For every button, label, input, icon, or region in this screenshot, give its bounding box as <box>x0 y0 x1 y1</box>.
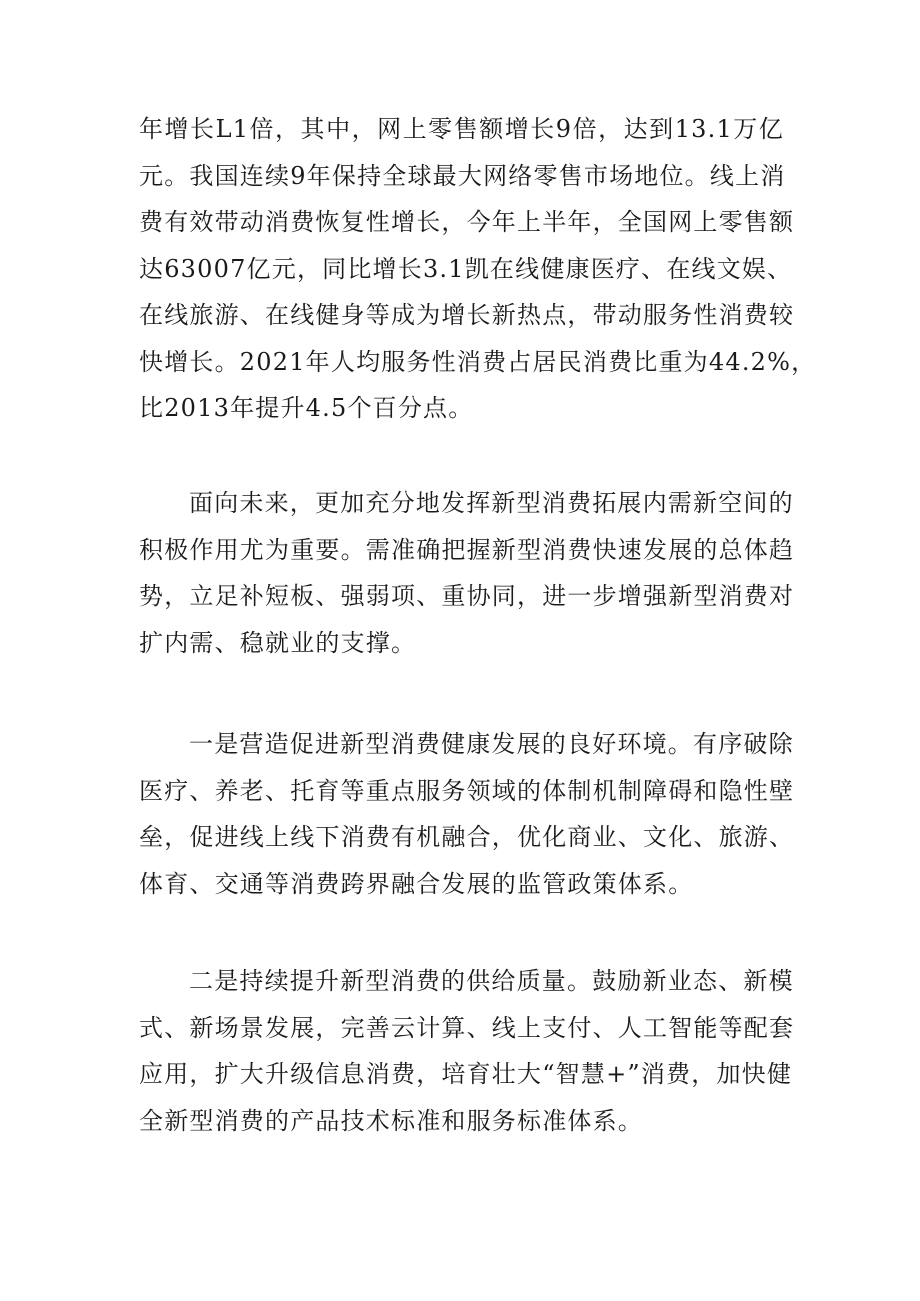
text-line: 费有效带动消费恢复性增长，今年上半年，全国网上零售额 <box>139 208 795 236</box>
text-line: 年增长L1倍，其中，网上零售额增长9倍，达到13.1万亿 <box>139 115 784 143</box>
text-line: 在线旅游、在线健身等成为增长新热点，带动服务性消费较 <box>139 301 795 329</box>
text-line: 势，立足补短板、强弱项、重协同，进一步增强新型消费对 <box>139 582 795 610</box>
text-line: 全新型消费的产品技术标准和服务标准体系。 <box>139 1106 643 1135</box>
text-line: 快增长。2021年人均服务性消费占居民消费比重为44.2%， <box>139 347 817 376</box>
text-line: 应用，扩大升级信息消费，培育壮大“智慧+”消费，加快健 <box>139 1060 793 1088</box>
text-line: 式、新场景发展，完善云计算、线上支付、人工智能等配套 <box>139 1013 795 1042</box>
text-line: 体育、交通等消费跨界融合发展的监管政策体系。 <box>139 869 694 898</box>
paragraph-3 <box>139 721 795 907</box>
text-line: 一是营造促进新型消费健康发展的良好环境。有序破除 <box>189 730 794 758</box>
text-line: 面向未来，更加充分地发挥新型消费拓展内需新空间的 <box>189 489 794 517</box>
text-line: 积极作用尤为重要。需准确把握新型消费快速发展的总体趋 <box>139 535 795 564</box>
text-line: 二是持续提升新型消费的供给质量。鼓励新业态、新模 <box>189 967 794 995</box>
paragraph-4 <box>139 958 795 1144</box>
paragraph-2 <box>139 480 795 666</box>
text-line: 医疗、养老、托育等重点服务领域的体制机制障碍和隐性壁 <box>139 776 795 805</box>
text-line: 达63007亿元，同比增长3.1凯在线健康医疗、在线文娱、 <box>139 254 793 283</box>
text-line: 垒，促进线上线下消费有机融合，优化商业、文化、旅游、 <box>139 823 795 851</box>
text-line: 元。我国连续9年保持全球最大网络零售市场地位。线上消 <box>139 161 786 190</box>
text-line: 比2013年提升4.5个百分点。 <box>139 394 474 422</box>
text-line: 扩内需、稳就业的支撑。 <box>139 628 417 657</box>
paragraph-1 <box>139 106 817 432</box>
